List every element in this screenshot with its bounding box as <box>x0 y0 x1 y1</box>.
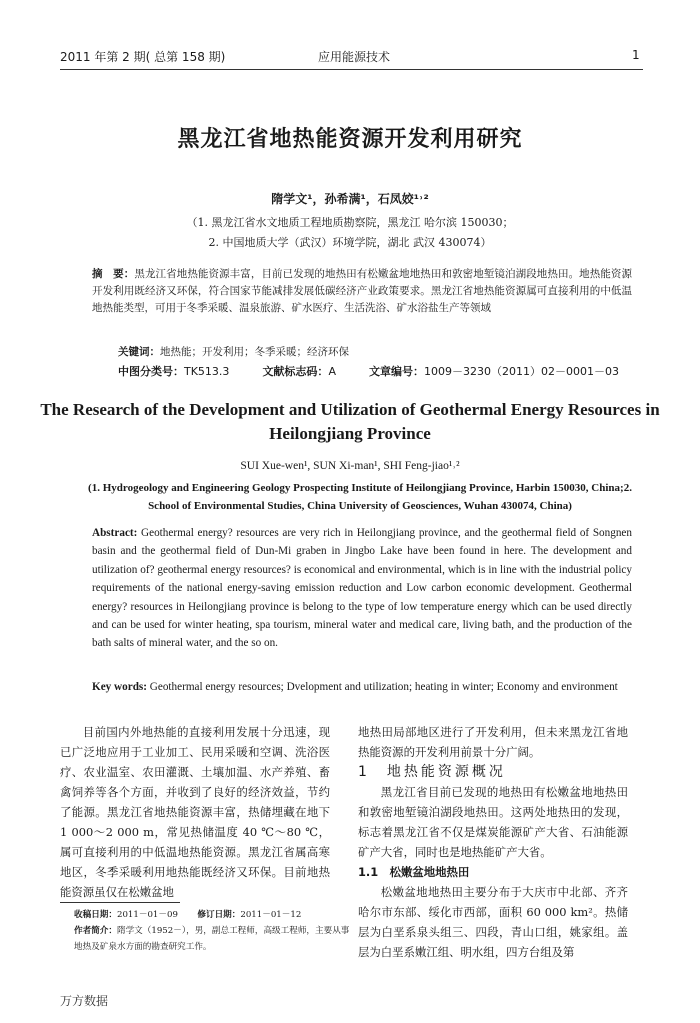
abstract-en <box>92 524 632 653</box>
journal-name: 应用能源技术 <box>318 50 391 64</box>
clc-label: 中图分类号： <box>118 365 184 378</box>
keywords-cn-label: 关键词： <box>118 346 160 358</box>
keywords-en-label: Key words: <box>92 681 147 693</box>
header-rule <box>60 69 643 70</box>
affiliation-en: (1. Hydrogeology and Engineering Geology Prospecting Institute of Heilongjiang Province, Harbin 150030, China;2. School of Environmental Studies, China University of Geosciences, Wuhan 430074, China) <box>88 482 632 512</box>
title-cn: 黑龙江省地热能资源开发利用研究 <box>177 126 523 152</box>
abstract-cn <box>92 266 632 317</box>
article-no-value: 1009－3230（2011）02－0001－03 <box>423 365 619 378</box>
keywords-en <box>92 678 632 696</box>
received-date: 2011－01－09 <box>116 910 178 920</box>
abstract-en-label: Abstract: <box>92 527 138 539</box>
abstract-cn-label: 摘 要： <box>92 268 135 280</box>
revised-date: 2011－01－12 <box>240 910 302 920</box>
keywords-cn-text: 地热能；开发利用；冬季采暖；经济环保 <box>160 346 349 358</box>
doc-code-value: A <box>328 365 336 378</box>
watermark: 万方数据 <box>60 994 109 1008</box>
received-label: 收稿日期： <box>74 910 117 920</box>
affiliation-cn-2: 2. 中国地质大学（武汉）环境学院，湖北 武汉 430074） <box>208 236 492 249</box>
journal-issue: 2011 年第 2 期( 总第 158 期) <box>60 50 226 64</box>
authors-en: SUI Xue-wen¹, SUN Xi-man¹, SHI Feng-jiao¹˒² <box>240 460 460 472</box>
page-number: 1 <box>632 48 640 62</box>
abstract-cn-text: 黑龙江省地热能资源丰富，目前已发现的地热田有松嫩盆地地热田和敦密地堑镜泊湖段地热田。地热能资源开发利用既经济又环保，符合国家节能减排发展低碳经济产业政策要求。黑龙江省地热能资源属可直接利用的中低温地热能类型，可用于冬季采暖、温泉旅游、矿水医疗、生活洗浴、矿水浴盐生产等领域 <box>92 268 633 314</box>
authors-cn: 隋学文¹，孙希满¹，石凤姣¹˒² <box>271 192 429 206</box>
doc-code-label: 文献标志码： <box>262 365 329 378</box>
article-no-label: 文章编号： <box>368 365 424 378</box>
subsection-paragraph: 松嫩盆地地热田主要分布于大庆市中北部、齐齐哈尔市东部、绥化市西部，面积 60 000 km²。热储层为白垩系泉头组三、四段，青山口组，姚家组。盖层为白垩系嫩江组、明水组，四方台组及第 <box>358 885 628 959</box>
section1-paragraph: 黑龙江省目前已发现的地热田有松嫩盆地地热田和敦密地堑镜泊湖段地热田。这两处地热田的发现，标志着黑龙江省不仅是煤炭能源矿产大省、石油能源矿产大省，同时也是地热能矿产大省。 <box>358 785 628 859</box>
footnote-dates <box>74 907 354 923</box>
intro-paragraph: 目前国内外地热能的直接利用发展十分迅速，现已广泛地应用于工业加工、民用采暖和空调、洗浴医疗、农业温室、农田灌溉、土壤加温、水产养殖、畜禽饲养等各个方面，并收到了良好的经济效益，节约了能源。黑龙江省地热能资源丰富，热储埋藏在地下 1 000～2 000 m，常见热储温度 40 ℃～80 ℃，属可直接利用的中低温地热能资源。黑龙江省属高寒地区，冬季采暖利用地热能既经济又环保。目前地热能资源虽仅在松嫩盆地 <box>60 725 330 899</box>
revised-label: 修订日期： <box>197 910 241 920</box>
section-heading-1: 1 地热能资源概况 <box>358 764 506 780</box>
affiliation-cn-1: （1. 黑龙江省水文地质工程地质勘察院，黑龙江 哈尔滨 150030； <box>186 216 514 229</box>
keywords-en-text: Geothermal energy resources; Dvelopment and utilization; heating in winter; Economy and environment <box>147 681 618 693</box>
abstract-en-text: Geothermal energy? resources are very rich in Heilongjiang province, and the geothermal field of Songnen basin and the geothermal field of Dun-Mi graben in Jingbo Lake have been found in here. The development and utilization of? geothermal energy resources? is economical and environmental, which is in line with the industrial policy requirements of the national energy-saving emission reduction and Low carbon economic development. Geothermal energy? resources in Heilongjiang province is belong to the type of low temperature energy which can be used directly and can be used for winter heating, spa tourism, mineral water and medical care, living bath, and the production of the bath salts of mineral water, and the so on. <box>92 527 632 650</box>
subsection-heading-1-1: 1.1 松嫩盆地地热田 <box>358 865 470 879</box>
body-left-column <box>60 722 330 902</box>
body-right-column <box>358 722 628 962</box>
title-en: The Research of the Development and Utilization of Geothermal Energy Resources in Heilongjiang Province <box>40 400 660 443</box>
author-bio-label: 作者简介： <box>74 926 117 936</box>
author-bio: 隋学文（1952－），男，副总工程师，高级工程师，主要从事地热及矿泉水方面的勘查研究工作。 <box>74 926 350 952</box>
footnote-author <box>74 923 354 955</box>
classification-line <box>118 363 638 379</box>
clc-value: TK513.3 <box>184 365 230 378</box>
footnote-rule <box>60 902 180 903</box>
intro-paragraph-cont: 地热田局部地区进行了开发利用，但未来黑龙江省地热能资源的开发利用前景十分广阔。 <box>358 725 628 759</box>
keywords-cn <box>118 344 638 359</box>
